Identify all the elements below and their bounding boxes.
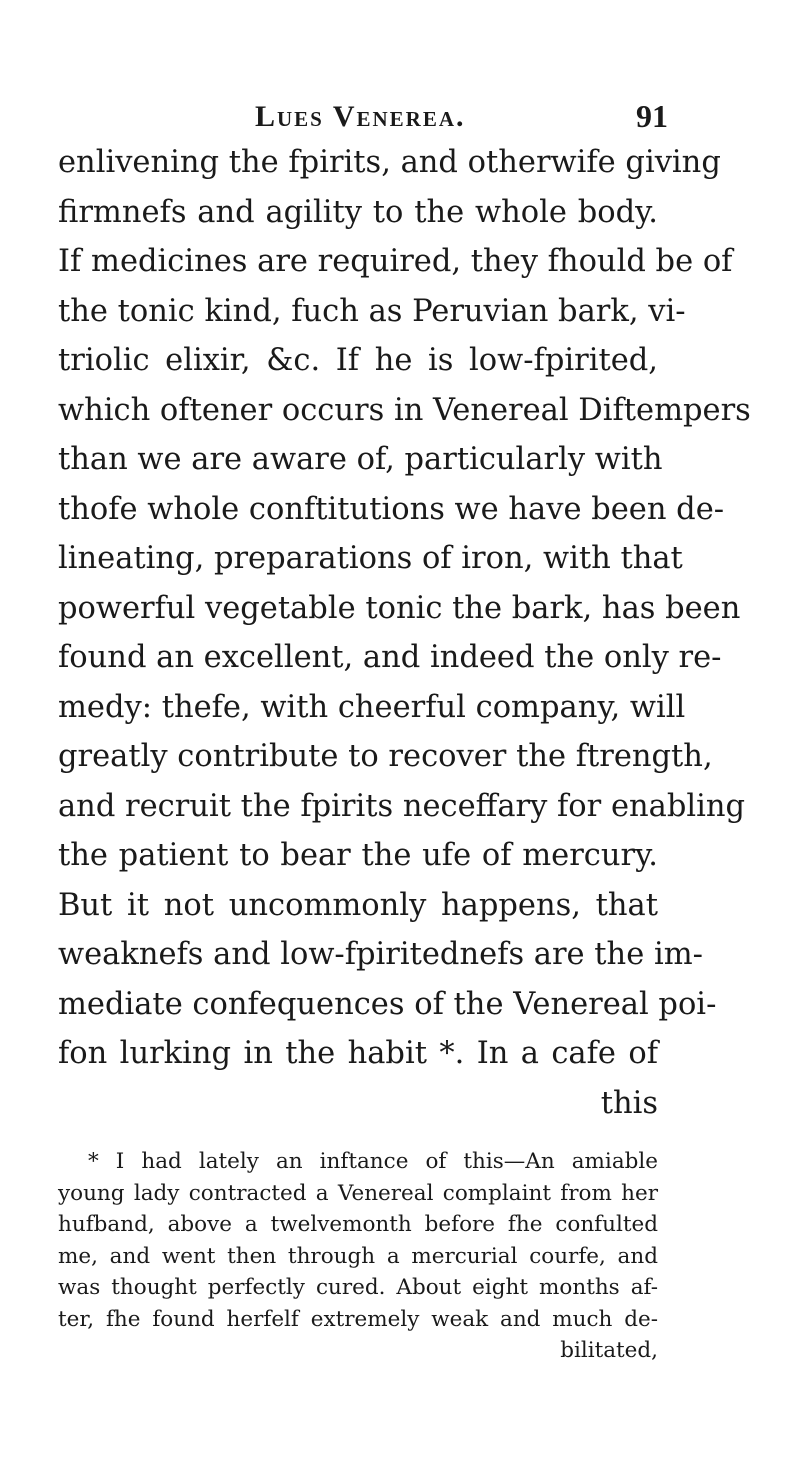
text-line: powerful vegetable tonic the bark, has been [58,590,741,626]
text-line: found an excellent, and indeed the only re- [58,640,722,675]
footnote-line: me, and went then through a mercurial courfe, and [58,1243,658,1269]
catchword: this [600,1085,658,1121]
footnote-line: ter, fhe found herfelf extremely weak and much de- [58,1306,658,1332]
footnote-line: hufband, above a twelvemonth before fhe confulted [58,1212,658,1237]
footnote [58,1146,658,1367]
text-line: mediate confequences of the Venereal poi- [58,986,717,1022]
text-line: than we are aware of, particularly with [58,442,663,477]
text-line: triolic elixir, &c. If he is low-fpirited, [58,343,658,378]
text-line: weaknefs and low-fpiritednefs are the im- [58,937,703,972]
text-line: But it not uncommonly happens, that [58,887,658,923]
text-line: greatly contribute to recover the ftrength, [58,739,713,774]
footnote-catchword: bilitated, [560,1338,658,1363]
text-line: enlivening the fpirits, and otherwife giving [58,145,721,180]
text-line: lineating, preparations of iron, with that [58,541,683,576]
running-title: Lues Venerea. [255,100,466,133]
footnote-line: was thought perfectly cured. About eight months af- [58,1275,658,1300]
page-number: 91 [636,98,668,134]
footnote-line: * I had lately an inftance of this—An amiable [88,1149,658,1174]
text-line: and recruit the fpirits neceffary for enabling [58,788,746,824]
text-line: fon lurking in the habit *. In a cafe of [58,1036,658,1071]
main-text [58,138,751,1128]
text-line: the tonic kind, fuch as Peruvian bark, vi- [58,293,686,329]
text-line: which oftener occurs in Venereal Diftempers [58,392,751,428]
text-line: If medicines are required, they fhould be of [58,244,733,279]
text-line: thofe whole conftitutions we have been de- [58,491,725,527]
text-line: firmnefs and agility to the whole body. [58,194,658,230]
text-line: the patient to bear the ufe of mercury. [58,838,658,873]
footnote-line: young lady contracted a Venereal complaint from her [58,1180,658,1206]
text-line: medy: thefe, with cheerful company, will [58,689,686,725]
